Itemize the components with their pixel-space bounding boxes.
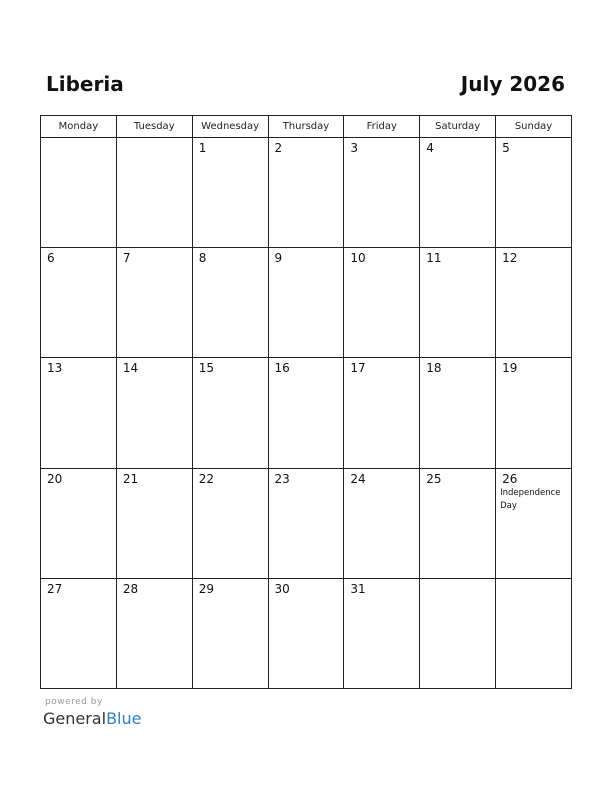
day-number: 18 — [426, 361, 442, 376]
day-cell — [344, 358, 420, 468]
day-number — [420, 579, 495, 582]
day-number: 8 — [198, 251, 207, 266]
week-row-4 — [41, 468, 572, 578]
day-cell — [192, 468, 268, 578]
day-cell — [496, 578, 572, 688]
day-number: 1 — [198, 141, 207, 155]
weekday-thursday: Thursday — [268, 116, 344, 138]
day-number: 22 — [198, 471, 214, 486]
day-cell — [268, 468, 344, 578]
day-number: 4 — [426, 141, 434, 155]
weekday-header-row — [41, 116, 572, 138]
day-number: 28 — [122, 581, 139, 596]
day-cell — [41, 468, 117, 578]
day-number: 3 — [350, 141, 359, 155]
day-number: 23 — [274, 471, 290, 486]
day-number: 6 — [47, 251, 55, 266]
day-cell — [268, 138, 344, 248]
day-number: 26 — [502, 471, 518, 486]
day-number: 31 — [350, 581, 366, 596]
day-cell — [192, 138, 268, 248]
day-number: 17 — [350, 361, 366, 376]
day-cell — [268, 578, 344, 688]
day-number: 15 — [198, 361, 214, 376]
day-number: 2 — [274, 141, 283, 155]
day-cell — [420, 578, 496, 688]
day-cell — [420, 138, 496, 248]
footer-branding — [43, 696, 141, 729]
day-number: 29 — [198, 581, 214, 596]
day-cell — [192, 578, 268, 688]
calendar-grid — [40, 115, 572, 689]
weekday-wednesday: Wednesday — [192, 116, 268, 138]
day-cell — [344, 578, 420, 688]
day-number: 24 — [350, 471, 366, 486]
day-number — [496, 579, 571, 582]
day-number: 20 — [47, 471, 63, 486]
day-cell — [192, 248, 268, 358]
day-number — [41, 138, 116, 141]
weekday-saturday: Saturday — [420, 116, 496, 138]
weekday-monday: Monday — [41, 116, 117, 138]
day-cell — [420, 358, 496, 468]
day-cell — [116, 578, 192, 688]
day-cell — [344, 248, 420, 358]
weekday-sunday: Sunday — [496, 116, 572, 138]
day-number: 10 — [350, 251, 366, 266]
day-cell — [496, 248, 572, 358]
day-cell — [116, 358, 192, 468]
day-cell — [420, 468, 496, 578]
day-cell — [41, 578, 117, 688]
day-cell — [192, 358, 268, 468]
month-year-title: July 2026 — [460, 72, 565, 96]
day-cell — [496, 138, 572, 248]
day-number: 7 — [122, 251, 131, 266]
day-number: 19 — [502, 361, 518, 376]
day-cell — [496, 358, 572, 468]
week-row-5 — [41, 578, 572, 688]
day-cell — [41, 138, 117, 248]
powered-by-label: powered by — [45, 697, 103, 707]
day-number: 13 — [47, 361, 63, 376]
day-cell — [116, 138, 192, 248]
day-number: 9 — [274, 251, 283, 266]
day-cell — [344, 468, 420, 578]
week-row-1 — [41, 138, 572, 248]
day-number: 27 — [47, 581, 63, 596]
day-number: 11 — [426, 251, 442, 266]
day-cell — [41, 248, 117, 358]
day-cell — [41, 358, 117, 468]
day-cell — [116, 248, 192, 358]
day-number: 30 — [274, 581, 290, 596]
brand-blue-text: Blue — [106, 709, 142, 728]
weekday-friday: Friday — [344, 116, 420, 138]
day-number: 16 — [274, 361, 290, 376]
day-number: 25 — [426, 471, 442, 486]
day-cell — [268, 358, 344, 468]
country-title: Liberia — [46, 72, 124, 96]
brand-general-text: General — [43, 709, 107, 728]
day-number: 21 — [122, 471, 139, 486]
weekday-tuesday: Tuesday — [116, 116, 192, 138]
week-row-3 — [41, 358, 572, 468]
day-number: 12 — [502, 251, 518, 266]
brand-logo[interactable] — [43, 709, 141, 729]
week-row-2 — [41, 248, 572, 358]
day-number — [117, 138, 192, 141]
day-number: 14 — [122, 361, 139, 376]
day-cell — [268, 248, 344, 358]
day-cell — [496, 468, 572, 578]
holiday-label: Independence Day — [500, 487, 561, 511]
day-cell — [116, 468, 192, 578]
day-number: 5 — [502, 141, 510, 155]
day-cell — [420, 248, 496, 358]
day-cell — [344, 138, 420, 248]
